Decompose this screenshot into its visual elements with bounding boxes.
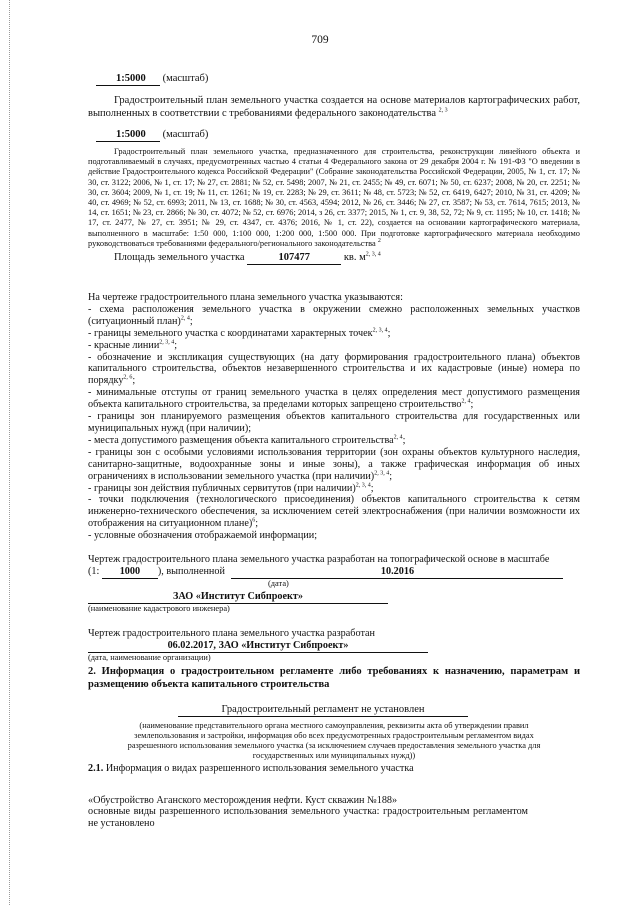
topo-scale-line <box>88 566 580 579</box>
section-2-heading: 2. Информация о градостроительном регламенте либо требованиях к назначению, параметрам и размещению объекта капитального строительства <box>88 665 580 690</box>
object-name: «Обустройство Аганского месторождения нефти. Куст скважин №188» <box>88 794 398 806</box>
drawing-item: - границы зон с особыми условиями использования территории (зон охраны объектов культурного наследия, санитарно-защитные, водоохранные зоны и иные зоны), а также графическая информация об иных ограничениях в использовании земельного участка (при наличии)$^{2, 3, 4}$; <box>88 446 580 482</box>
drawing-requirements <box>88 292 580 542</box>
developed-value: 06.02.2017, ЗАО «Институт Сибпроект» <box>88 640 428 653</box>
topo-block <box>88 554 580 614</box>
regulation-value: Градостроительный регламент не установлен <box>178 703 468 717</box>
drawing-item: - красные линии$^{2, 3, 4}$; <box>88 339 178 351</box>
drawing-item: - схема расположения земельного участка в окружении смежно расположенных земельных участков (ситуационный план)$^{2, 4}$; <box>88 303 580 327</box>
basis-paragraph <box>88 94 580 120</box>
regulation-block <box>88 703 580 761</box>
developed-line <box>88 640 580 653</box>
drawing-item: - границы земельного участка с координатами характерных точек$^{2, 3, 4}$; <box>88 327 391 339</box>
developed-label: (дата, наименование организации) <box>88 652 211 662</box>
area-label: Площадь земельного участка <box>114 252 245 264</box>
area-unit: кв. м <box>343 252 366 264</box>
page-number: 709 <box>311 34 329 46</box>
developed-block <box>88 628 580 663</box>
drawing-item: - точки подключения (технологического присоединения) объектов капитального строительства к сетям инженерно-технического обеспечения, за исключением сетей электроснабжения (при наличии возможности их отображения на ситуационном плане)$^6$; <box>88 494 580 530</box>
topo-text: Чертеж градостроительного плана земельного участка разработан на топографической основе в масштабе <box>88 554 550 566</box>
drawing-item: - обозначение и экспликация существующих (на дату формирования градостроительного плана) объектов капитального строительства, объектов незавершенного строительства и их кадастровые (иные) номера по порядку$^{2, 6}$; <box>88 351 580 387</box>
scale-label-1: (масштаб) <box>162 73 209 84</box>
linear-object-footnote: 2 <box>377 238 381 245</box>
engineer-value: ЗАО «Институт Сибпроект» <box>88 591 388 604</box>
topo-scale-close: ), выполненной <box>157 565 225 577</box>
drawing-item: - границы зон действия публичных сервитутов (при наличии)$^{2, 3, 4}$; <box>88 482 374 494</box>
scale-value-1: 1:5000 <box>96 72 160 86</box>
regulation-caption: (наименование представительного органа местного самоуправления, реквизиты акта об утверждении правил землепользования и застройки, информация обо всех предусмотренных градостроительным регламентом видах разрешенного использования земельного участка (за исключением случаев предоставления земельного участка для государственных или муниципальных нужд)) <box>127 720 541 760</box>
area-footnote: 2, 3, 4 <box>365 251 381 258</box>
topo-scale-open: (1: <box>88 565 100 577</box>
scale-line-1 <box>96 72 580 86</box>
section-2-1-number: 2.1. <box>88 762 104 774</box>
linear-object-text: Градостроительный план земельного участка, предназначенного для строительства, реконструкции линейного объекта и подготавливаемый в случаях, предусмотренных частью 4 статьи 4 Федерального закона от 29 декабря 2004 г. № 191-ФЗ "О введении в действие Градостроительного кодекса Российской Федерации" (Собрание законодательства Российской Федерации, 2005, № 1, ст. 17; № 30, ст. 3122; 2006, № 1, ст. 17; № 27, ст. 2881; № 52, ст. 5498; 2007, № 21, ст. 2455; № 49, ст. 6071; № 50, ст. 6237; 2008, № 20, ст. 2251; № 30, ст. 3604; 2009, № 1, ст. 19; № 11, ст. 1261; № 19, ст. 2283; № 29, ст. 3611; № 48, ст. 5723; № 52, ст. 6419, 6427; 2010, № 31, ст. 4209; № 40, ст. 4969; № 52, ст. 6993; 2011, № 13, ст. 1688; № 30, ст. 4563, 4594; 2012, № 26, ст. 3446; № 27, ст. 3587; № 53, ст. 7614, 7615; 2013, № 14, ст. 1651; № 23, ст. 2866; № 30, ст. 4072; № 52, ст. 6976; 2014, з 26, ст. 3377; 2015, № 1, ст. 9, 38, 52, 72; № 9, ст. 1195; № 10, ст. 1418; № 17, ст. 2477, № 27, ст. 3951; № 29, ст. 4347, ст. 4376; 2016, № 1, ст. 22), создается на основании картографического материала, выполненного в масштабе: 1:50 000, 1:100 000, 1:200 000, 1:500 000. При подготовке картографического материала необходимо руководствоваться требованиями федерального/регионального законодательства <box>88 147 580 248</box>
scale-line-2 <box>96 128 580 142</box>
main-uses: основные виды разрешенного использования земельного участка: градостроительным регламентом не установлено <box>88 806 528 830</box>
scale-label-2: (масштаб) <box>162 129 209 140</box>
drawing-item: - условные обозначения отображаемой информации; <box>88 530 318 542</box>
developed-text: Чертеж градостроительного плана земельного участка разработан <box>88 627 375 639</box>
drawing-intro: На чертеже градостроительного плана земельного участка указываются: <box>88 292 403 304</box>
engineer-label: (наименование кадастрового инженера) <box>88 603 230 613</box>
page-content <box>88 72 580 830</box>
section-2-1-title: Информация о видах разрешенного использования земельного участка <box>105 762 414 774</box>
topo-date-label: (дата) <box>268 578 289 588</box>
area-value: 107477 <box>247 251 341 265</box>
drawing-item: - минимальные отступы от границ земельного участка в целях определения мест допустимого размещения объекта капитального строительства, за пределами которых запрещено строительство$^{2, 4}$; <box>88 387 580 411</box>
area-line <box>88 251 580 265</box>
drawing-item: - границы зон планируемого размещения объектов капитального строительства для государственных или муниципальных нужд (при наличии); <box>88 411 580 434</box>
basis-text: Градостроительный план земельного участка создается на основе материалов картографических работ, выполненных в соответствии с требованиями федерального законодательства <box>88 95 580 119</box>
scale-value-2: 1:5000 <box>96 128 160 142</box>
engineer-line <box>88 591 580 604</box>
uses-block <box>88 795 580 831</box>
section-2-1 <box>88 763 580 775</box>
topo-scale-value: 1000 <box>102 566 158 579</box>
basis-footnote: 2, 3 <box>438 107 448 114</box>
drawing-item: - места допустимого размещения объекта капитального строительства$^{2, 4}$; <box>88 434 406 446</box>
linear-object-paragraph <box>88 147 580 249</box>
topo-date-value: 10.2016 <box>231 566 563 579</box>
binding-margin-line <box>9 0 10 905</box>
